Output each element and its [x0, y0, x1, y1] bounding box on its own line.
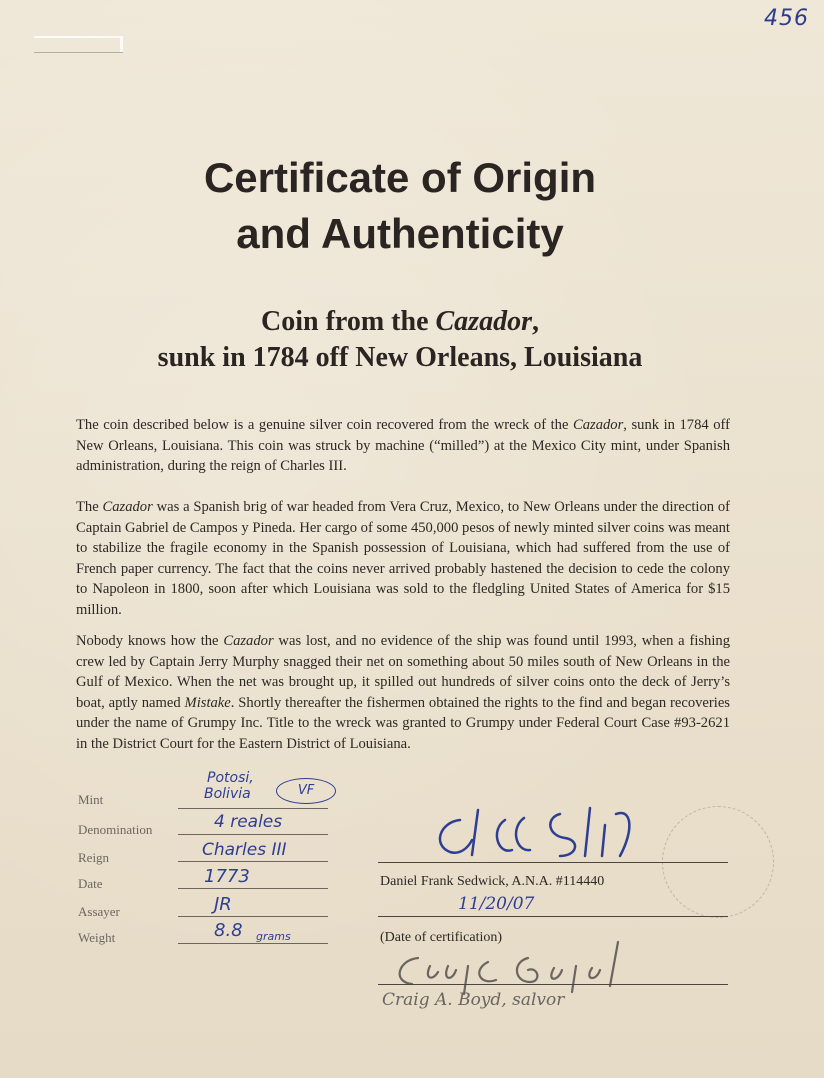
boyd-signature-line	[378, 984, 728, 985]
p1-text-a: The coin described below is a genuine silver coin recovered from the wreck of the	[76, 417, 573, 433]
denomination-label: Denomination	[78, 822, 153, 837]
certification-date-line	[378, 916, 728, 917]
mint-value-line2: Bolivia	[204, 786, 251, 802]
boyd-signature	[378, 936, 648, 996]
weight-line	[178, 943, 328, 944]
p3-boat-name: Mistake	[184, 694, 231, 711]
date-line	[178, 888, 328, 889]
subtitle-prefix: Coin from the	[261, 306, 436, 337]
denomination-line	[178, 834, 328, 835]
p1-ship-name: Cazador	[573, 417, 624, 433]
reign-value: Charles III	[202, 840, 287, 860]
subtitle-line-1	[0, 304, 800, 340]
paragraph-2	[76, 497, 730, 620]
weight-unit: grams	[256, 930, 291, 943]
weight-value: 8.8	[214, 920, 243, 941]
grade-circle: VF	[276, 778, 336, 804]
mint-label: Mint	[78, 792, 104, 807]
p3-text-c: . Shortly thereafter the fishermen obtained the rights to the find and began recoveries under the name of Grumpy Inc. Title to the wreck was granted to Grumpy under Federal Court Case #93-2621 in the District Court for the Eastern District of Louisiana.	[76, 694, 730, 752]
certificate-title	[0, 150, 800, 262]
paragraph-3	[76, 631, 730, 754]
sedwick-signature	[420, 800, 660, 866]
reign-line	[178, 861, 328, 862]
denomination-value: 4 reales	[214, 812, 283, 832]
title-line-1: Certificate of Origin	[203, 154, 597, 201]
p3-ship-name: Cazador	[223, 633, 274, 649]
p1-text-b: , sunk in 1784 off New Orleans, Louisiana. This coin was struck by machine (“milled”) at the Mexico City mint, under Spanish administration, during the reign of Charles III.	[76, 417, 731, 474]
p2-text-b: was a Spanish brig of war headed from Vera Cruz, Mexico, to New Orleans under the direction of Captain Gabriel de Campos y Pineda. Her cargo of some 450,000 pesos of newly minted silver coins was meant to stabilize the fragile economy in the Spanish possession of Louisiana, which had suffered from the use of French paper currency. The fact that the coins never arrived probably hastened the decision to cede the colony to Napoleon in 1800, soon after which Louisiana was sold to the fledgling United States of America for $15 million.	[76, 499, 730, 618]
assayer-label: Assayer	[78, 904, 120, 919]
date-value: 1773	[204, 866, 250, 887]
subtitle-ship-name: Cazador	[435, 306, 532, 337]
mint-value-line1: Potosi,	[207, 770, 254, 786]
weight-label: Weight	[78, 930, 116, 945]
p3-text-a: Nobody knows how the	[76, 633, 224, 649]
assayer-value: JR	[214, 894, 232, 915]
p2-ship-name: Cazador	[102, 499, 153, 515]
mint-line	[178, 808, 328, 809]
subtitle-line-2: sunk in 1784 off New Orleans, Louisiana	[157, 342, 643, 373]
certification-date-value: 11/20/07	[458, 894, 535, 914]
sedwick-signature-line	[378, 862, 728, 863]
signer-name: Daniel Frank Sedwick, A.N.A. #114440	[380, 874, 605, 889]
boyd-printed-name: Craig A. Boyd, salvor	[382, 990, 565, 1010]
certification-date-label: (Date of certification)	[380, 930, 503, 945]
p2-text-a: The	[76, 499, 103, 515]
reign-label: Reign	[78, 850, 110, 865]
subtitle-suffix: ,	[531, 306, 539, 337]
certificate-subtitle	[0, 304, 800, 376]
p3-text-b: was lost, and no evidence of the ship was found until 1993, when a fishing crew led by Captain Jerry Murphy snagged their net on something about 50 miles south of New Orleans in the Gulf of Mexico. When the net was brought up, it spilled out hundreds of silver coins onto the deck of Jerry’s boat, aptly named	[76, 633, 730, 711]
handwritten-page-number: 456	[764, 6, 809, 31]
date-label: Date	[78, 876, 103, 891]
paragraph-1	[76, 415, 730, 477]
assayer-line	[178, 916, 328, 917]
staple-mark	[34, 36, 123, 52]
title-line-2: and Authenticity	[236, 210, 564, 257]
